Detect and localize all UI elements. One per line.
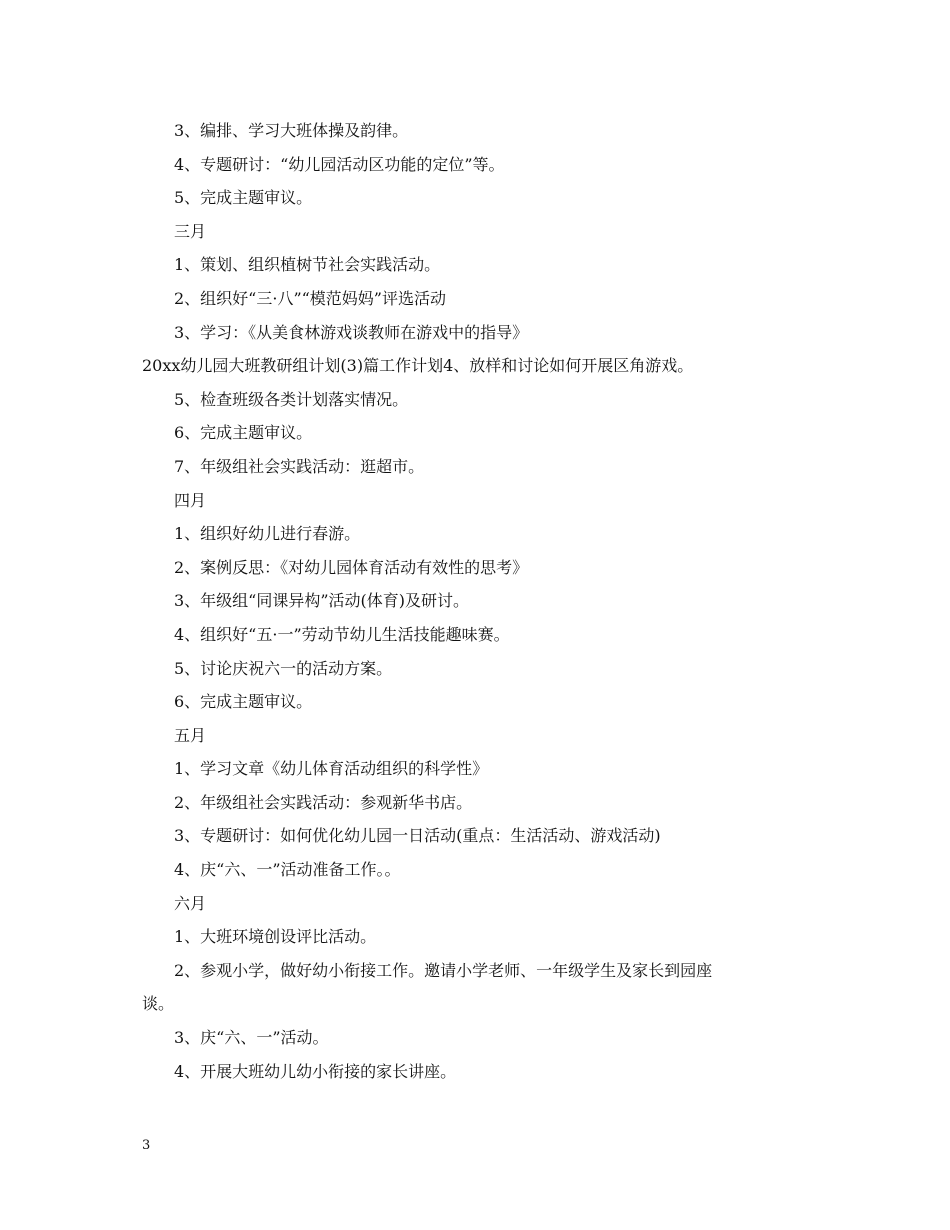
text-line: 1、组织好幼儿进行春游。	[174, 524, 361, 544]
text-line: 2、案例反思：《对幼儿园体育活动有效性的思考》	[174, 557, 529, 577]
text-line: 2、年级组社会实践活动：参观新华书店。	[174, 792, 473, 812]
text-line: 4、组织好“五·一”劳动节幼儿生活技能趣味赛。	[174, 624, 510, 644]
text-line: 5、检查班级各类计划落实情况。	[174, 389, 409, 409]
month-heading: 三月	[174, 221, 207, 241]
text-line: 3、年级组“同课异构”活动(体育)及研讨。	[174, 591, 470, 611]
month-heading: 五月	[174, 725, 207, 745]
text-line: 3、庆“六、一”活动。	[174, 1028, 329, 1048]
page-number: 3	[142, 1138, 151, 1153]
text-line: 1、学习文章《幼儿体育活动组织的科学性》	[174, 759, 489, 779]
text-line: 4、开展大班幼儿幼小衔接的家长讲座。	[174, 1061, 457, 1081]
text-line: 3、专题研讨：如何优化幼儿园一日活动(重点：生活活动、游戏活动)	[174, 826, 661, 846]
text-line: 6、完成主题审议。	[174, 423, 313, 443]
text-line: 7、年级组社会实践活动：逛超市。	[174, 456, 425, 476]
text-line: 4、庆“六、一”活动准备工作。。	[174, 860, 401, 880]
text-line: 2、组织好“三·八”“模范妈妈”评选活动	[174, 288, 446, 308]
text-line: 5、讨论庆祝六一的活动方案。	[174, 658, 393, 678]
text-line: 3、编排、学习大班体操及韵律。	[174, 121, 409, 140]
month-heading: 四月	[174, 490, 207, 510]
text-line: 4、专题研讨：“幼儿园活动区功能的定位”等。	[174, 154, 505, 174]
month-heading: 六月	[174, 893, 207, 913]
text-line: 20xx幼儿园大班教研组计划(3)篇工作计划4、放样和讨论如何开展区角游戏。	[142, 356, 694, 376]
text-line: 5、完成主题审议。	[174, 188, 313, 208]
text-line: 6、完成主题审议。	[174, 692, 313, 712]
text-line-continuation: 谈。	[142, 994, 175, 1014]
text-line: 1、策划、组织植树节社会实践活动。	[174, 255, 441, 275]
text-line: 3、学习：《从美食林游戏谈教师在游戏中的指导》	[174, 322, 529, 342]
document-body	[142, 114, 832, 1088]
text-line: 1、大班环境创设评比活动。	[174, 927, 377, 947]
text-line: 2、参观小学，做好幼小衔接工作。邀请小学老师、一年级学生及家长到园座	[174, 960, 713, 980]
